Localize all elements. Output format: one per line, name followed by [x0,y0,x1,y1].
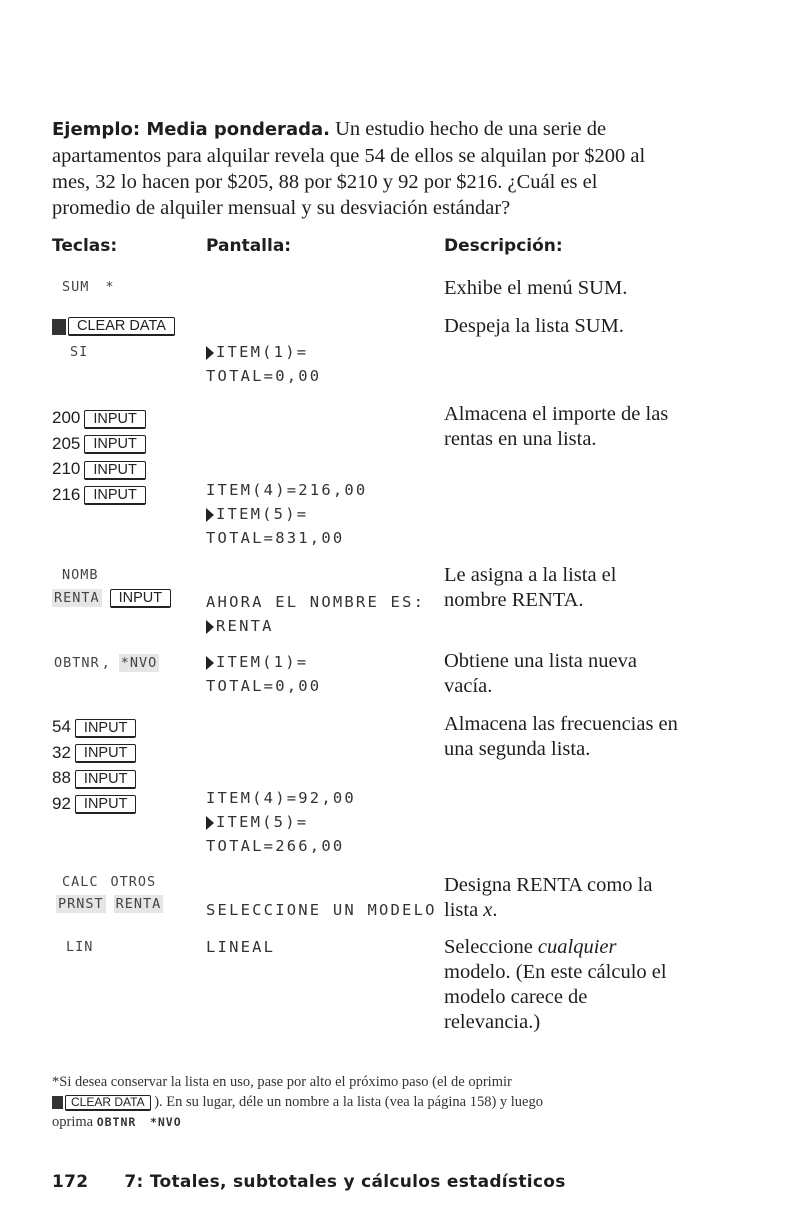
header-description: Descripción: [444,236,563,256]
nvo-menu-key: *NVO [120,655,158,671]
obtnr-menu-key: OBTNR [96,1115,137,1129]
key-row-clear [52,317,175,336]
key-row-amounts: 200 INPUT 205 INPUT 210 INPUT 216 INPUT [52,406,146,508]
footnote [52,1072,672,1132]
cursor-arrow-icon [206,508,214,522]
key-row-renta [52,589,171,608]
renta-menu-key: RENTA [115,896,162,912]
nomb-menu-key: NOMB [62,567,99,583]
cursor-arrow-icon [206,346,214,360]
page-number: 172 [52,1172,89,1192]
input-key: INPUT [75,744,137,763]
desc-clear-sum: Despeja la lista SUM. [444,315,624,337]
display-line: TOTAL=0,00 [206,677,322,695]
display-line: TOTAL=266,00 [206,837,345,855]
input-key: INPUT [75,795,137,814]
sum-menu-key: SUM [62,279,90,295]
desc-select-model: Seleccione cualquier modelo. (En este cálculo el modelo carece de relevancia.) [444,936,667,1033]
key-row-calc [62,873,156,891]
clear-data-key: CLEAR DATA [68,317,175,336]
footnote-line-2: CLEAR DATA ). En su lugar, déle un nombre a la lista (vea la página 158) y luego [52,1092,672,1112]
otros-menu-key: OTROS [110,874,157,890]
display-line: ITEM(1)= [206,340,321,364]
display-line: TOTAL=0,00 [206,367,322,385]
key-row-prnst [56,895,163,913]
lin-menu-key: LIN [66,939,94,955]
display-line: RENTA [206,614,425,638]
key-row-lin [66,938,93,956]
key-row-sum [62,278,115,296]
footnote-line-3: oprima OBTNR *NVO [52,1114,182,1130]
desc-name-list: Le asigna a la lista el nombre RENTA. [444,564,617,611]
header-display: Pantalla: [206,236,292,256]
example-title: Ejemplo: Media ponderada. [52,119,330,140]
display-line: ITEM(1)= [206,650,321,674]
display-block-7 [206,935,275,959]
sum-footnote-mark: * [105,279,115,295]
nvo-menu-key: *NVO [149,1115,182,1129]
chapter-title: 7: Totales, subtotales y cálculos estadísticos [124,1172,566,1192]
shift-key-icon [52,319,66,335]
footnote-line-1: *Si desea conservar la lista en uso, pase por alto el próximo paso (el de oprimir [52,1074,512,1090]
cursor-arrow-icon [206,620,214,634]
page-footer [52,1172,566,1192]
example-paragraph [52,116,667,221]
display-line: ITEM(4)=92,00 [206,789,356,807]
display-line: AHORA EL NOMBRE ES: [206,593,426,611]
display-line: TOTAL=831,00 [206,529,345,547]
renta-letters-key: RENTA [54,590,100,607]
display-line: ITEM(5)= [206,502,367,526]
si-menu-key: SI [70,344,89,360]
prnst-menu-key: PRNST [58,896,104,912]
display-block-2 [206,478,367,550]
display-block-1 [206,340,321,388]
input-key: INPUT [75,770,137,789]
display-line: LINEAL [206,938,276,956]
display-line: SELECCIONE UN MODELO [206,901,437,919]
display-line: ITEM(5)= [206,810,356,834]
desc-store-frequencies: Almacena las frecuencias en una segunda lista. [444,713,678,760]
cursor-arrow-icon [206,816,214,830]
display-block-3 [206,590,425,638]
calc-menu-key: CALC [62,874,99,890]
desc-new-list: Obtiene una lista nueva vacía. [444,650,637,697]
input-key: INPUT [75,719,137,738]
input-key: INPUT [84,461,146,480]
input-key: INPUT [84,435,146,454]
display-block-5 [206,786,356,858]
display-line: ITEM(4)=216,00 [206,481,368,499]
desc-show-sum: Exhibe el menú SUM. [444,277,628,299]
input-key: INPUT [84,410,146,429]
display-block-6 [206,898,437,922]
clear-data-key: CLEAR DATA [65,1095,151,1111]
desc-store-amounts: Almacena el importe de las rentas en una lista. [444,403,669,450]
key-row-si [70,343,88,361]
input-key: INPUT [84,486,146,505]
key-row-frequencies: 54 INPUT 32 INPUT 88 INPUT 92 INPUT [52,715,136,817]
display-block-4 [206,650,321,698]
key-row-obtnr: OBTNR , *NVO [54,655,158,671]
shift-key-icon [52,1096,63,1109]
input-key: INPUT [110,589,172,608]
desc-designate-x: Designa RENTA como la lista x. [444,874,653,921]
obtnr-menu-key: OBTNR [54,655,100,671]
example-text: Un estudio hecho de una serie de apartamentos para alquilar revela que 54 de ellos se alquilan por $200 al mes, 32 lo hacen por $205, 88 por $210 y 92 por $216. ¿Cuál es el promedio de alquiler mensual y su desviación estándar? [52,118,646,219]
key-row-nomb [62,566,99,584]
header-keys: Teclas: [52,236,118,256]
cursor-arrow-icon [206,656,214,670]
